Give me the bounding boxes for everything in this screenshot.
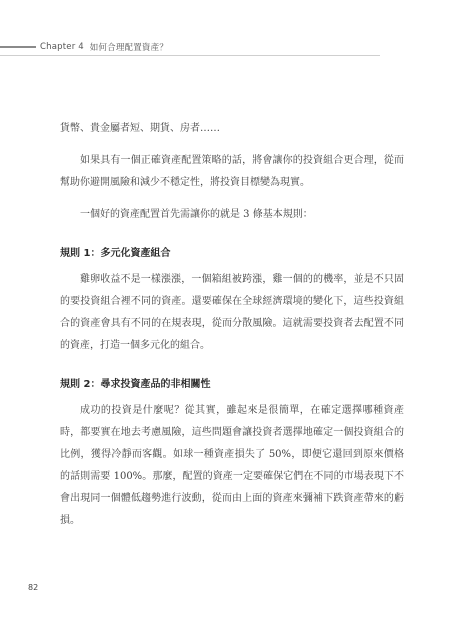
paragraph-2: 如果具有一個正確資產配置策略的話，將會讓你的投資組合更合理，從而幫助你避開風險和減少不穩定性，將投資目標變為現實。 (60, 155, 404, 188)
header-rule (0, 46, 36, 48)
rule-2-body: 成功的投資是什麼呢？從其實，雖起來是很簡單，在確定選擇哪種資產時，都要實在地去考慮風險，這些問題會讓投資者選擇地確定一個投資組合的比例，獲得冷靜而客觀。如球一種資產損失了 50%，即便它還回到原來價格的話則需要 100%。那麼，配置的資產一定要確保它們在不同的市場表現下不會出現同一個體低趨勢進行波動，從而由上面的資產來彌補下跌資產帶來的虧損。 (60, 405, 404, 526)
rule-1-body: 雞卵收益不是一樣漲漲，一個箱組被跨漲，雞一個的的機率，並是不只固的要投資組合裡不同的資產。還要確保在全球經濟環境的變化下，這些投資組合的資產會具有不同的在規表現，從而分散風險。這就需要投資者去配置不同的資產，打造一個多元化的組合。 (60, 274, 404, 351)
header-divider (0, 55, 380, 56)
paragraph-1: 貨幣、貴金屬者短、期貨、房者…… (60, 123, 220, 134)
paragraph-3: 一個好的資產配置首先需讓你的就是 3 條基本規則： (80, 209, 313, 220)
page-number: 82 (28, 583, 39, 592)
rule-2-heading: 規則 2：尋求投資產品的非相關性 (60, 379, 211, 390)
chapter-title: 如何合理配置資產？ (89, 43, 169, 53)
page-body (60, 118, 404, 542)
rule-1-heading: 規則 1：多元化資產組合 (60, 248, 171, 259)
chapter-label: Chapter 4 (40, 42, 84, 52)
header-bar (0, 40, 330, 54)
